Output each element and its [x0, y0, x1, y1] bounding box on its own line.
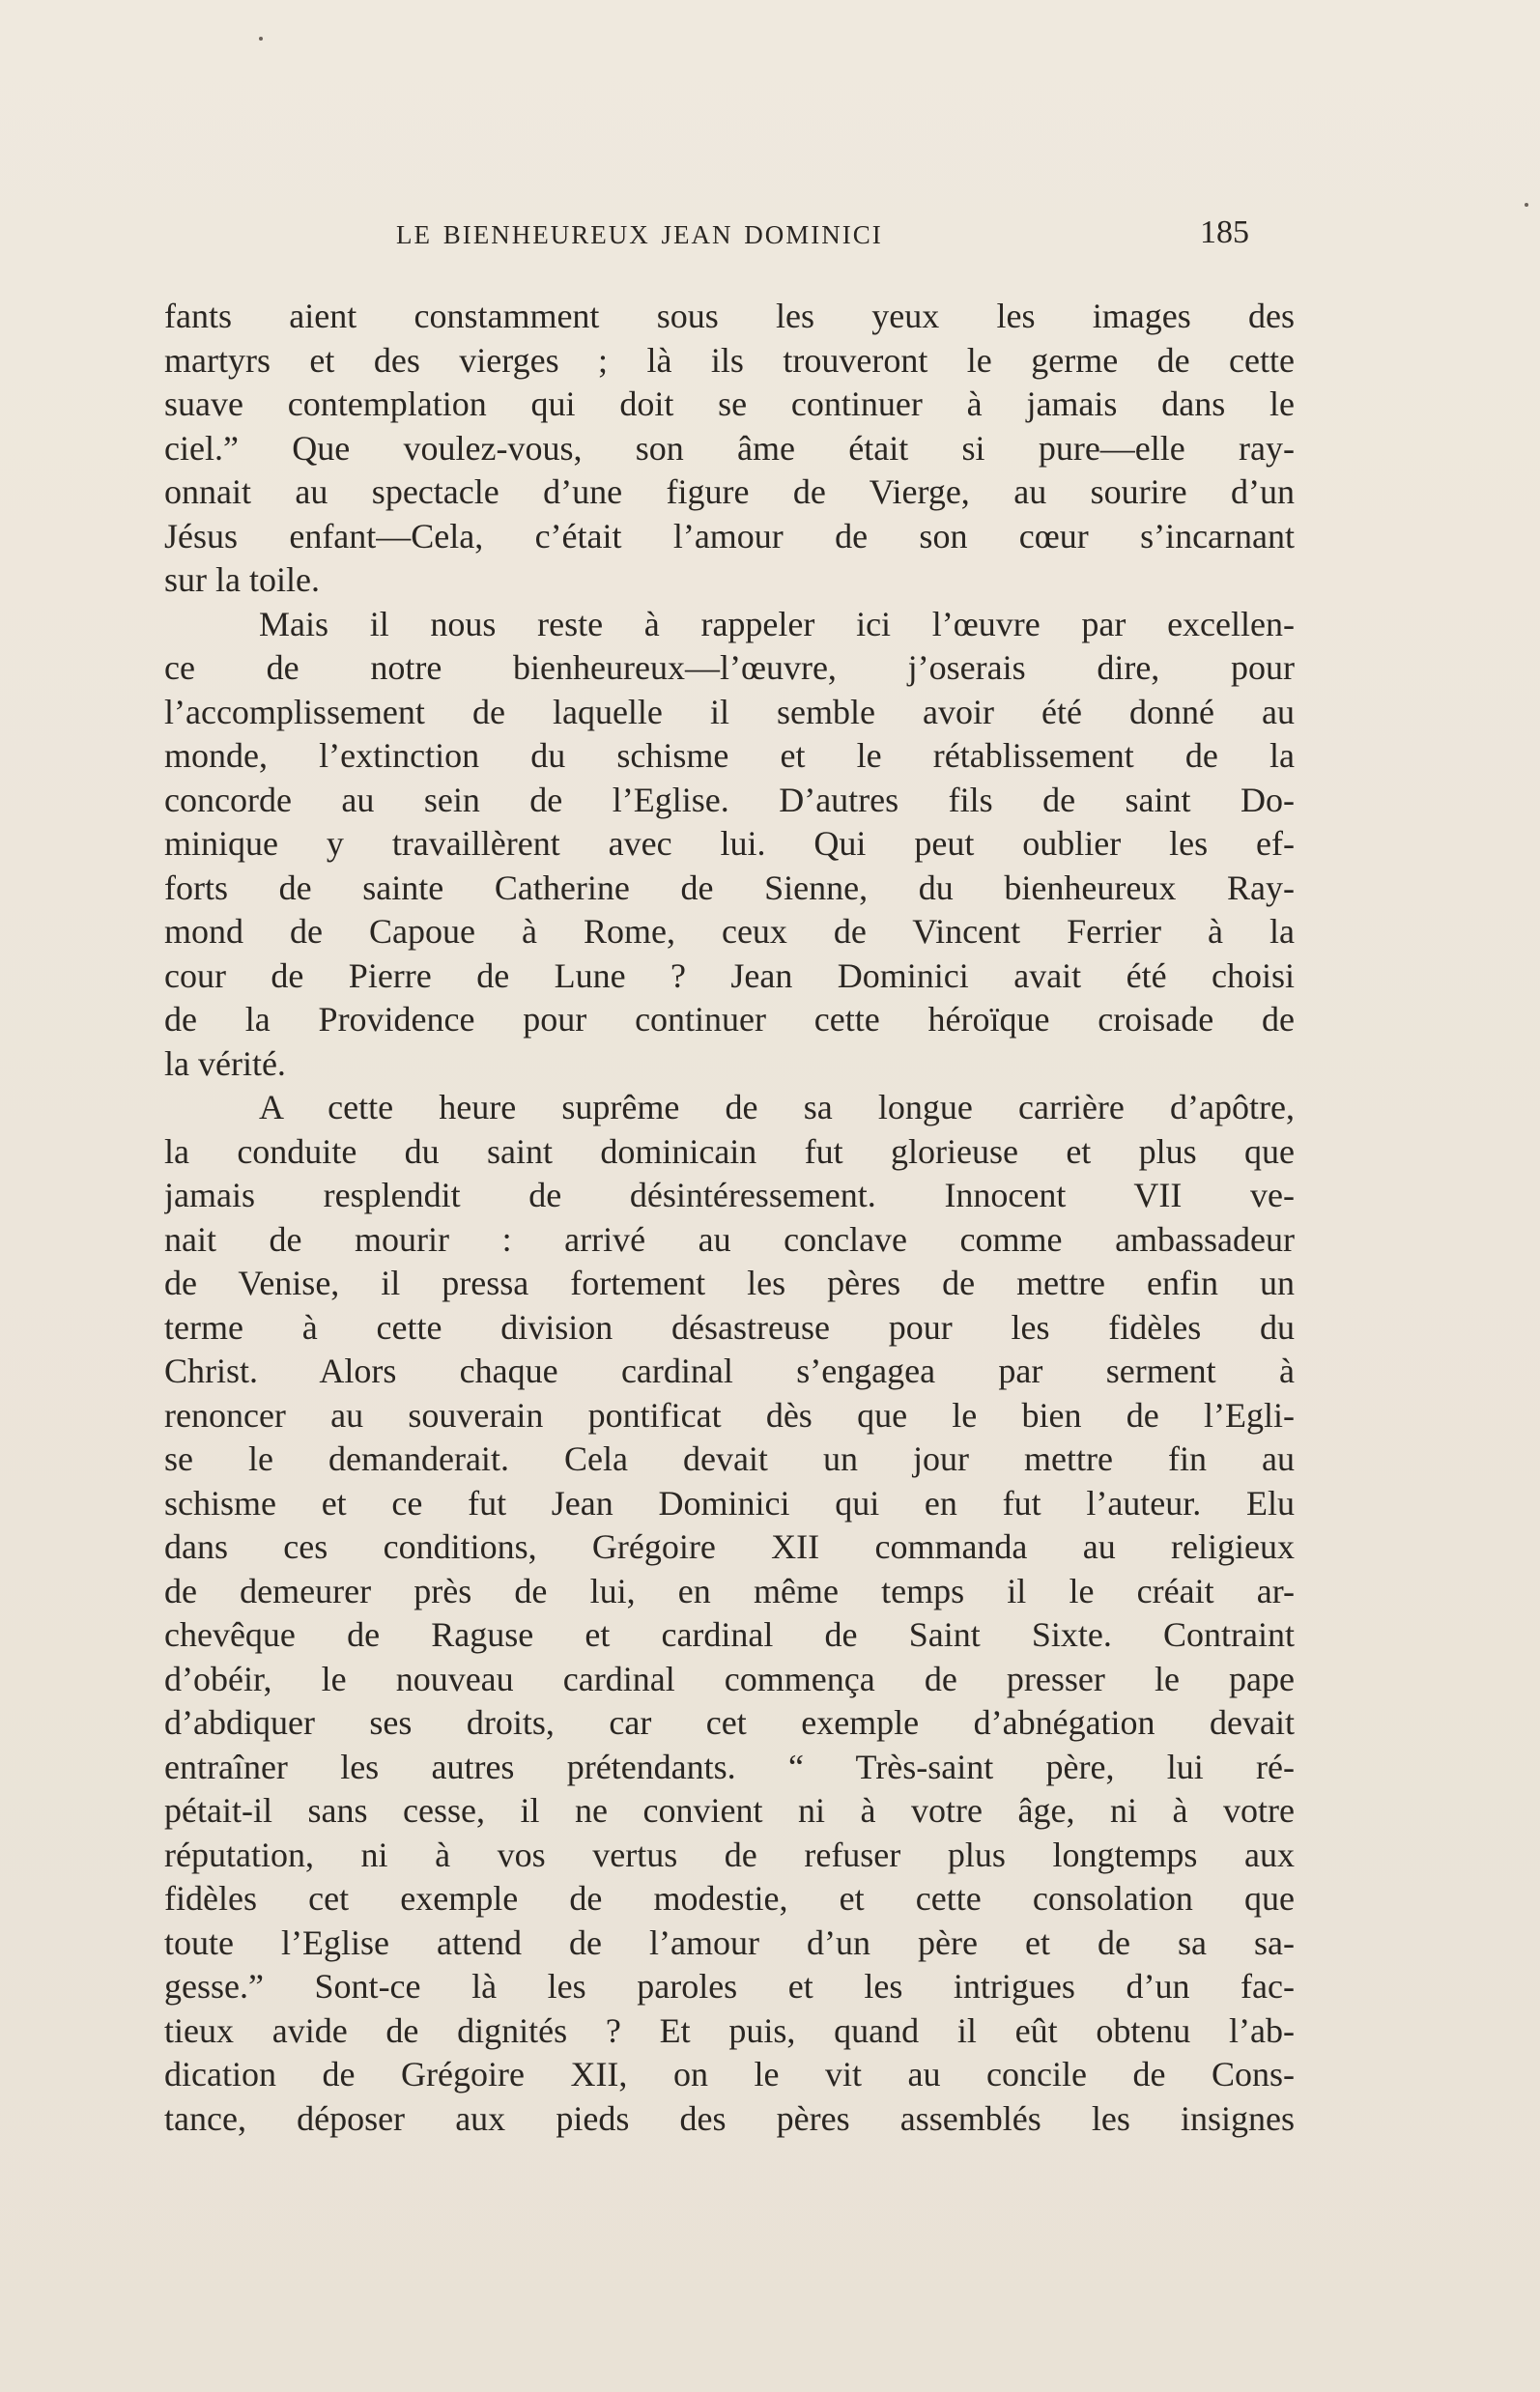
text-line: jamais resplendit de désintéressement. Innocent VII ve- — [164, 1176, 1295, 1214]
text-line: entraîner les autres prétendants. “ Très-saint père, lui ré- — [164, 1747, 1295, 1786]
body-text — [164, 295, 1295, 2141]
text-line: la conduite du saint dominicain fut glorieuse et plus que — [164, 1131, 1295, 1171]
text-line: de demeurer près de lui, en même temps il le créait ar- — [164, 1571, 1295, 1610]
text-line: schisme et ce fut Jean Dominici qui en fut l’auteur. Elu — [164, 1483, 1295, 1523]
text-line: se le demanderait. Cela devait un jour mettre fin au — [164, 1439, 1295, 1478]
text-line: dication de Grégoire XII, on le vit au concile de Cons- — [164, 2055, 1295, 2093]
text-line: sur la toile. — [164, 560, 320, 599]
text-line: l’accomplissement de laquelle il semble avoir été donné au — [164, 692, 1295, 731]
text-line: tance, déposer aux pieds des pères assemblés les insignes — [164, 2098, 1295, 2138]
page-number: 185 — [1200, 214, 1249, 250]
text-line: mond de Capoue à Rome, ceux de Vincent Ferrier à la — [164, 912, 1295, 951]
text-line: minique y travaillèrent avec lui. Qui peut oublier les ef- — [164, 824, 1295, 863]
text-line: Jésus enfant—Cela, c’était l’amour de son cœur s’incarnant — [164, 516, 1295, 555]
text-line: renoncer au souverain pontificat dès que le bien de l’Egli- — [164, 1395, 1295, 1435]
running-head: LE BIENHEUREUX JEAN DOMINICI — [396, 220, 883, 249]
text-line: A cette heure suprême de sa longue carrière d’apôtre, — [259, 1088, 1295, 1126]
text-line: de Venise, il pressa fortement les pères de mettre enfin un — [164, 1264, 1295, 1302]
text-line: la vérité. — [164, 1043, 286, 1083]
text-line: fants aient constamment sous les yeux les images des — [164, 297, 1295, 335]
text-line: onnait au spectacle d’une figure de Vierge, au sourire d’un — [164, 472, 1295, 511]
text-line: Christ. Alors chaque cardinal s’engagea par serment à — [164, 1352, 1295, 1390]
text-line: tieux avide de dignités ? Et puis, quand il eût obtenu l’ab- — [164, 2010, 1295, 2050]
text-line: d’abdiquer ses droits, car cet exemple d’abnégation devait — [164, 1703, 1295, 1742]
paper-speck — [259, 37, 263, 41]
text-line: monde, l’extinction du schisme et le rétablissement de la — [164, 736, 1295, 775]
text-line: martyrs et des vierges ; là ils trouveront le germe de cette — [164, 340, 1295, 380]
text-line: d’obéir, le nouveau cardinal commença de presser le pape — [164, 1659, 1295, 1698]
text-line: ciel.” Que voulez-vous, son âme était si pure—elle ray- — [164, 428, 1295, 468]
text-line: nait de mourir : arrivé au conclave comme ambassadeur — [164, 1219, 1295, 1259]
text-line: dans ces conditions, Grégoire XII commanda au religieux — [164, 1527, 1295, 1566]
text-line: fidèles cet exemple de modestie, et cette consolation que — [164, 1879, 1295, 1918]
text-line: toute l’Eglise attend de l’amour d’un père et de sa sa- — [164, 1922, 1295, 1962]
text-line: chevêque de Raguse et cardinal de Saint Sixte. Contraint — [164, 1615, 1295, 1654]
text-line: ce de notre bienheureux—l’œuvre, j’oserais dire, pour — [164, 648, 1295, 687]
text-line: terme à cette division désastreuse pour les fidèles du — [164, 1307, 1295, 1347]
text-line: pétait-il sans cesse, il ne convient ni à votre âge, ni à votre — [164, 1791, 1295, 1830]
text-line: gesse.” Sont-ce là les paroles et les intrigues d’un fac- — [164, 1967, 1295, 2006]
text-line: réputation, ni à vos vertus de refuser plus longtemps aux — [164, 1835, 1295, 1874]
text-line: forts de sainte Catherine de Sienne, du bienheureux Ray- — [164, 868, 1295, 907]
text-line: cour de Pierre de Lune ? Jean Dominici avait été choisi — [164, 955, 1295, 995]
text-line: suave contemplation qui doit se continuer à jamais dans le — [164, 384, 1295, 423]
paper-speck — [1525, 203, 1528, 207]
text-line: Mais il nous reste à rappeler ici l’œuvre par excellen- — [259, 604, 1295, 643]
text-line: de la Providence pour continuer cette héroïque croisade de — [164, 1000, 1295, 1039]
text-line: concorde au sein de l’Eglise. D’autres fils de saint Do- — [164, 780, 1295, 819]
